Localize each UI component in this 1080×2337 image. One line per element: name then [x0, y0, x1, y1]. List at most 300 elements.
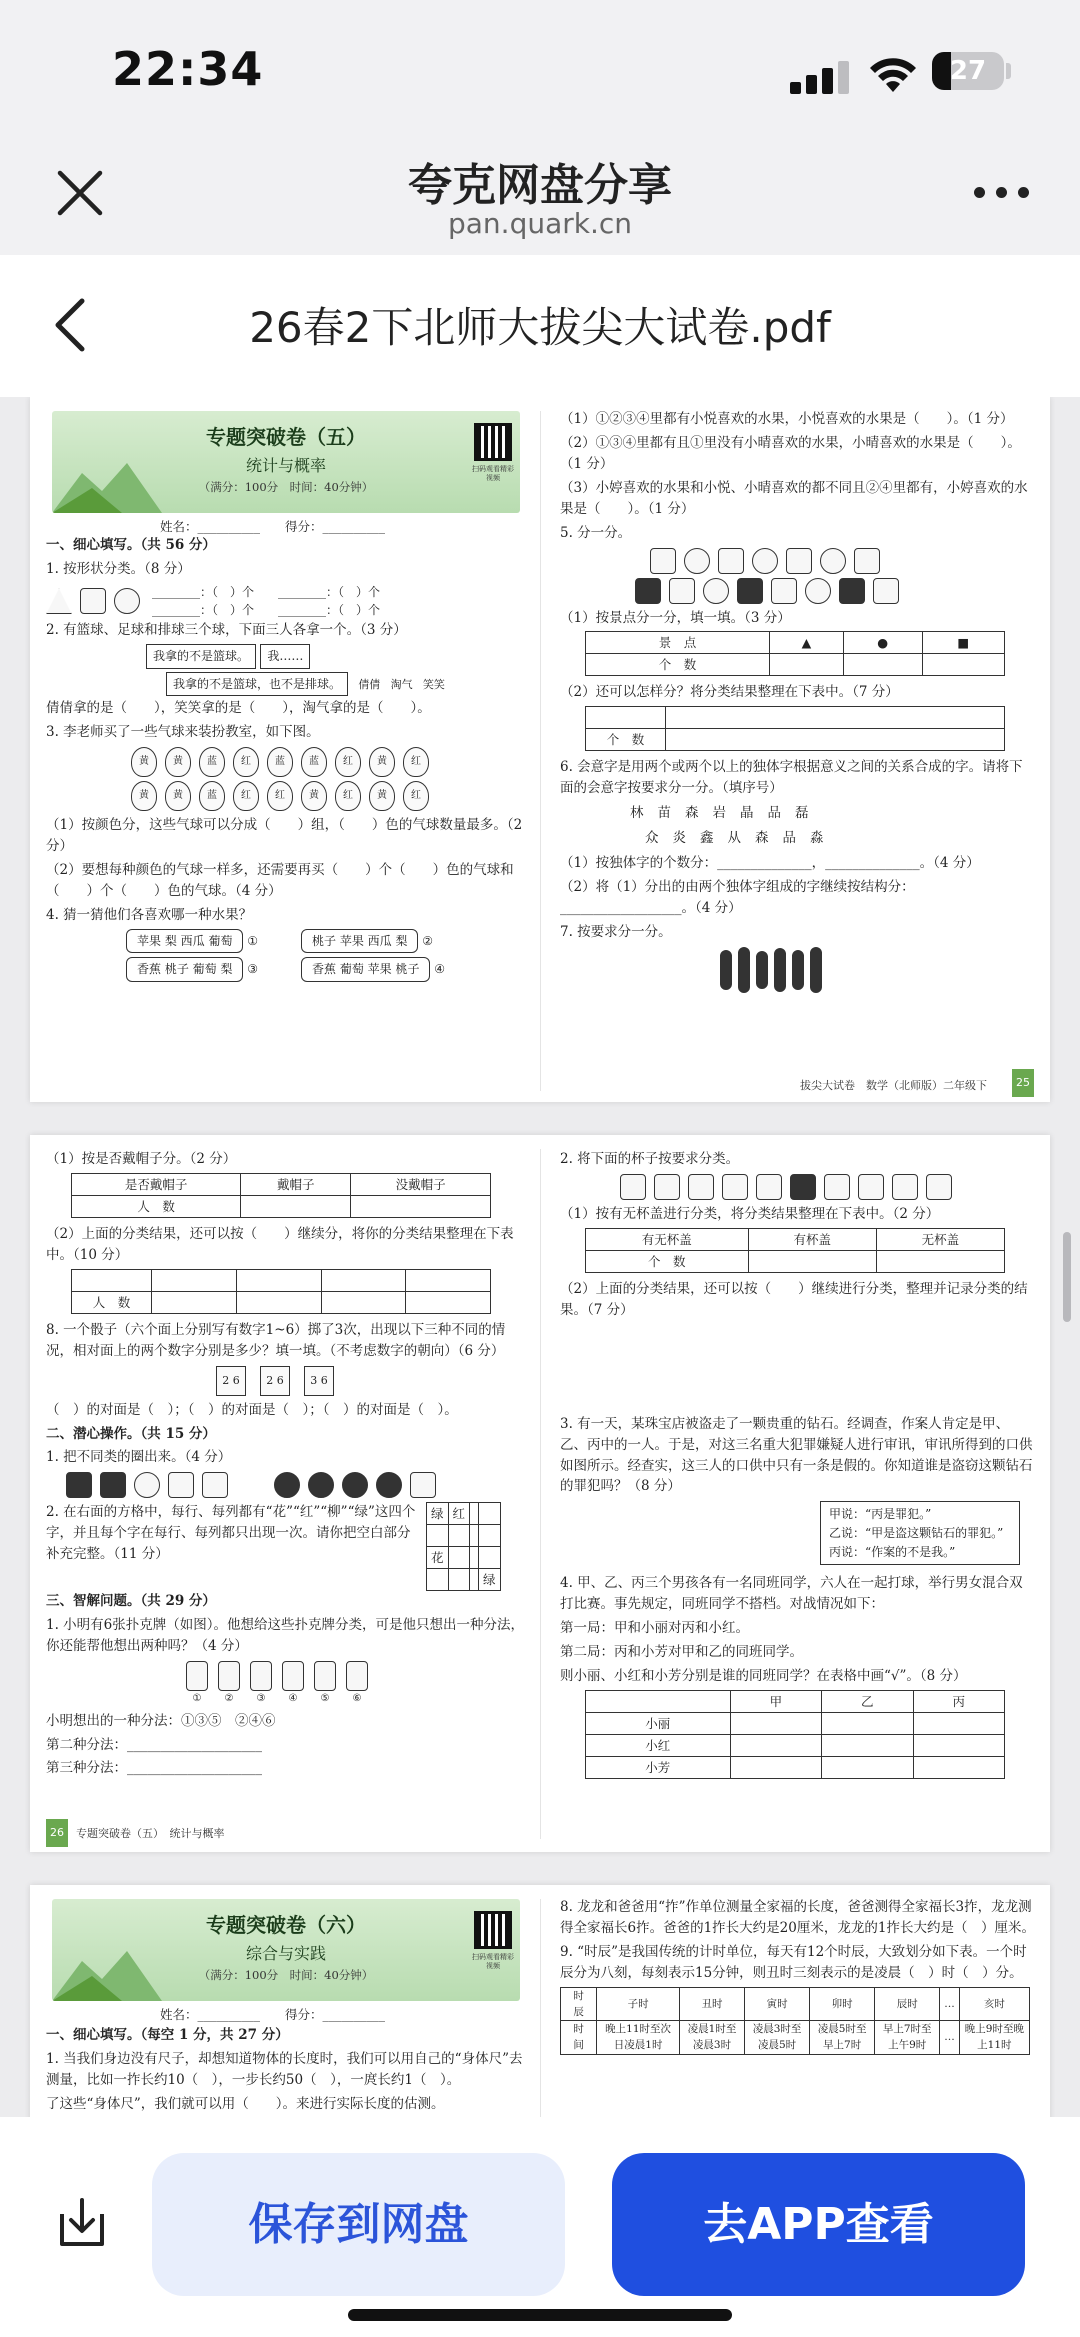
- grid-cell[interactable]: [448, 1547, 470, 1569]
- char-item: 淼: [810, 830, 824, 847]
- table-cell: 子时: [597, 1987, 680, 2021]
- char-item: 磊: [795, 805, 809, 822]
- char-item: 苗: [657, 805, 671, 822]
- table-cell: [913, 1734, 1005, 1756]
- grid-cell[interactable]: [479, 1547, 501, 1569]
- char-item: 森: [755, 830, 769, 847]
- question-6: 6. 会意字是用两个或两个以上的独体字根据意义之间的关系合成的字。请将下面的会意字按要求分一分。（填序号）: [560, 759, 1023, 797]
- question-4-2: （2）①③④里都有且①里没有小晴喜欢的水果，小晴喜欢的水果是（ ）。（1 分）: [560, 434, 1021, 472]
- table-cell: 乙: [822, 1690, 913, 1712]
- grid-cell[interactable]: [479, 1503, 501, 1525]
- question-6-1: （1）按独体字的个数分：______________，______________。（4 分）: [560, 855, 980, 872]
- question-4-1: （1）①②③④里都有小悦喜欢的水果，小悦喜欢的水果是（ ）。（1 分）: [560, 411, 1014, 427]
- balloon-row-bottom: [46, 781, 526, 811]
- table-row: [586, 1250, 1005, 1272]
- mountain-icon: [718, 548, 744, 574]
- testimony-box: [820, 1501, 1020, 1565]
- question-7-1: （1）按是否戴帽子分。（2 分）: [46, 1151, 237, 1167]
- table-cell: [913, 1756, 1005, 1778]
- exam-banner: [52, 411, 520, 513]
- table-cell: 晚上11时至次日凌晨1时: [597, 2021, 680, 2055]
- card: [218, 1661, 240, 1707]
- question-r2: 2. 将下面的杯子按要求分类。: [560, 1151, 740, 1167]
- column-divider: [540, 1899, 541, 2117]
- question-3-1: （1）按颜色分，这些气球可以分成（ ）组，（ ）色的气球数量最多。（2 分）: [46, 816, 523, 854]
- card-num: ②: [224, 1693, 234, 1705]
- balloon-icon: 蓝: [199, 747, 225, 777]
- fruit-box-num: ③: [247, 962, 259, 977]
- card-icon: [346, 1661, 368, 1691]
- table-row: [561, 1987, 1030, 2021]
- card: [186, 1661, 208, 1707]
- qr-caption: 扫码观看精彩视频: [472, 465, 514, 482]
- balloon-icon: 黄: [369, 747, 395, 777]
- balloon-icon: 红: [267, 781, 293, 811]
- table-cell: [730, 1734, 821, 1756]
- dice-icon: 2 6: [216, 1366, 246, 1396]
- pdf-page-26: [30, 1135, 1050, 1852]
- table-row: [427, 1525, 501, 1547]
- char-item: 众: [645, 830, 659, 847]
- cup-icon: [722, 1174, 748, 1200]
- home-indicator: [348, 2309, 732, 2321]
- person-icon: [774, 948, 786, 992]
- tray-icon: [410, 1472, 436, 1498]
- table-cell: 晚上9时至晚上11时: [959, 2021, 1029, 2055]
- fruit-box-label: 苹果 梨 西瓜 葡萄: [126, 929, 243, 954]
- banner-meta: （满分：100分 时间：40分钟）: [198, 1968, 374, 1982]
- lake-icon: [805, 578, 831, 604]
- balloon-icon: 黄: [131, 781, 157, 811]
- balloon-icon: 红: [403, 781, 429, 811]
- table-cell: [913, 1712, 1005, 1734]
- wifi-icon: [868, 54, 918, 94]
- pdf-viewer[interactable]: [0, 397, 1080, 2117]
- balloon-icon: 蓝: [267, 747, 293, 777]
- cellular-signal-icon: [790, 60, 860, 94]
- status-bar: [0, 0, 1080, 145]
- table-row: [586, 1690, 1005, 1712]
- char-item: 岩: [712, 805, 726, 822]
- table-cell: [236, 1269, 321, 1291]
- question-r4: 4. 甲、乙、丙三个男孩各有一名同班同学，六人在一起打球，举行男女混合双打比赛。事先规定，同班同学不搭档。对战情况如下：: [560, 1575, 1023, 1613]
- fruit-box: [126, 957, 281, 982]
- card-icon: [186, 1661, 208, 1691]
- fruit-box: [301, 957, 456, 982]
- mountain-icon: ▲: [770, 632, 844, 654]
- table-row: [586, 729, 1005, 751]
- status-time: 22:34: [112, 42, 264, 96]
- table-cell: [152, 1269, 237, 1291]
- question-s3-1: 1. 小明有6张扑克牌（如图）。他想给这些扑克牌分类，可是他只想出一种分法，你还能帮他想出两种吗？（4 分）: [46, 1617, 525, 1655]
- question-r2-1: （1）按有无杯盖进行分类，将分类结果整理在下表中。（2 分）: [560, 1205, 940, 1222]
- table-cell: 早上7时至上午9时: [875, 2021, 940, 2055]
- hat-table: [71, 1173, 491, 1218]
- q-s2-2-block: [46, 1502, 526, 1591]
- table-cell: [321, 1269, 406, 1291]
- table-cell: 没戴帽子: [351, 1173, 491, 1195]
- mountain-icon: [771, 578, 797, 604]
- fruit-box-label: 香蕉 桃子 葡萄 梨: [126, 957, 243, 982]
- table-row: [586, 1756, 1005, 1778]
- question-1: 1. 当我们身边没有尺子，却想知道物体的长度时，我们可以用自己的“身体尺”去测量，比如一拃长约10（ ），一步长约50（ ），一庹长约1（ ）。: [46, 2050, 523, 2088]
- table-cell: [72, 1269, 152, 1291]
- fruit-box: [301, 929, 456, 954]
- card-num: ⑤: [320, 1693, 330, 1705]
- table-cell: 小红: [586, 1734, 731, 1756]
- card-num: ⑥: [352, 1693, 362, 1705]
- q1-blanks: [152, 583, 380, 620]
- table-cell: [922, 654, 1004, 676]
- table-cell: [843, 654, 922, 676]
- page-number: 26: [46, 1819, 68, 1847]
- card: [314, 1661, 336, 1707]
- question-6-2: （2）将（1）分出的由两个独体字组成的字继续按结构分：__________________。（4 分）: [560, 878, 915, 916]
- person-icon: [720, 950, 732, 990]
- table-row: [427, 1547, 501, 1569]
- table-cell: [876, 1250, 1004, 1272]
- fruit-boxes: [46, 929, 456, 982]
- cup-icons: [560, 1174, 1035, 1200]
- table-row: [427, 1569, 501, 1591]
- char-item: 鑫: [700, 830, 714, 847]
- q1-blank-line: ________：（ ）个 ________：（ ）个: [152, 603, 381, 618]
- people-illustration: [560, 947, 1035, 993]
- table-cell: [351, 1195, 491, 1217]
- question-4-3: （3）小婷喜欢的水果和小悦、小晴喜欢的都不同且②④里都有，小婷喜欢的水果是（ ）。（1 分）: [560, 479, 1028, 517]
- banner-subtitle: 统计与概率: [245, 456, 326, 475]
- more-icon[interactable]: [974, 187, 1030, 201]
- table-cell: …: [940, 2021, 960, 2055]
- banner-title: 专题突破卷（五）: [206, 425, 366, 449]
- table-cell: 凌晨3时至凌晨5时: [745, 2021, 810, 2055]
- card: [346, 1661, 368, 1707]
- cup-icon: [688, 1174, 714, 1200]
- bottle-icon: [892, 1174, 918, 1200]
- table-cell: [241, 1195, 351, 1217]
- left-column: [46, 2025, 526, 2117]
- grid-cell[interactable]: [427, 1525, 449, 1547]
- question-1b: 了这些“身体尺”，我们就可以用（ ）。来进行实际长度的估测。: [46, 2095, 445, 2112]
- table-cell: [748, 1250, 876, 1272]
- table-cell: [822, 1756, 913, 1778]
- table-row: [72, 1291, 491, 1313]
- cup-icon: [620, 1174, 646, 1200]
- grid-cell[interactable]: [479, 1525, 501, 1547]
- balloon-icon: 红: [335, 781, 361, 811]
- speech-bubble: 我拿的不是篮球，也不是排球。: [166, 672, 348, 697]
- question-4: 4. 猜一猜他们各喜欢哪一种水果？: [46, 906, 253, 923]
- people-table: [71, 1269, 491, 1314]
- tower-icon: [635, 578, 661, 604]
- right-column: [560, 1149, 1035, 1779]
- char-row-bottom: [560, 828, 1035, 849]
- table-row: [427, 1503, 501, 1525]
- battery-nub: [1006, 63, 1011, 79]
- card-num: ①: [192, 1693, 202, 1705]
- table-row: [586, 632, 1005, 654]
- question-s3-1a: 小明想出的一种分法：①③⑤ ②④⑥: [46, 1712, 276, 1729]
- shichen-table: [560, 1987, 1030, 2055]
- hat-icon: [168, 1472, 194, 1498]
- word-grid[interactable]: [426, 1502, 501, 1591]
- pdf-page-25: [30, 397, 1050, 1102]
- grid-cell[interactable]: [470, 1503, 479, 1525]
- table-cell: 丙: [913, 1690, 1005, 1712]
- mountain-icon: [669, 578, 695, 604]
- tower-icon: [737, 578, 763, 604]
- scenery-table: [585, 631, 1005, 676]
- char-item: 林: [630, 805, 644, 822]
- table-row: [586, 1712, 1005, 1734]
- question-s2-2: 2. 在右面的方格中，每行、每列都有“花”“红”“柳”“绿”这四个字，并且每个字在每行、每列都只出现一次。请你把空白部分补充完整。（11 分）: [46, 1504, 416, 1563]
- table-cell: 小芳: [586, 1756, 731, 1778]
- table-cell: 景 点: [586, 632, 770, 654]
- table-cell: [822, 1734, 913, 1756]
- dice-icon: 2 6: [260, 1366, 290, 1396]
- table-row: [72, 1173, 491, 1195]
- dice-icon: 3 6: [304, 1366, 334, 1396]
- table-cell: 亥时: [959, 1987, 1029, 2021]
- table-row: [586, 1228, 1005, 1250]
- qr-code: [474, 1911, 512, 1949]
- section-heading: 一、细心填写。（共 56 分）: [46, 537, 216, 553]
- pdf-page-27: [30, 1885, 1050, 2117]
- classmate-table: [585, 1690, 1005, 1779]
- table-row: [586, 654, 1005, 676]
- question-3-2: （2）要想每种颜色的气球一样多，还需要再买（ ）个（ ）色的气球和（ ）个（ ）色的气球。（4 分）: [46, 861, 514, 899]
- table-cell: 个 数: [586, 729, 666, 751]
- cup-icon: [926, 1174, 952, 1200]
- orange-icon: [342, 1472, 368, 1498]
- char-item: 从: [727, 830, 741, 847]
- character-name: 倩倩: [358, 677, 381, 691]
- character-name: 笑笑: [422, 677, 445, 691]
- question-5-1: （1）按景点分一分，填一填。（3 分）: [560, 609, 791, 626]
- exam-banner: [52, 1899, 520, 2001]
- question-9: 9. “时辰”是我国传统的计时单位，每天有12个时辰，大致划分如下表。一个时辰分为八刻，每刻表示15分钟，则丑时三刻表示的是凌晨（ ）时（ ）分。: [560, 1943, 1027, 1981]
- question-8-answer: （ ）的对面是（ ）；（ ）的对面是（ ）；（ ）的对面是（ ）。: [46, 1401, 458, 1418]
- name-score-row: 姓名：__________ 得分：__________: [160, 519, 386, 534]
- classification-table: [585, 706, 1005, 751]
- bottom-action-bar: [0, 2117, 1080, 2337]
- char-item: 森: [685, 805, 699, 822]
- mountain-icon: [854, 548, 880, 574]
- question-5: 5. 分一分。: [560, 524, 632, 541]
- shoe-icon: [202, 1472, 228, 1498]
- table-row: [72, 1269, 491, 1291]
- q2-answer: 倩倩拿的是（ ），笑笑拿的是（ ），淘气拿的是（ ）。: [46, 700, 431, 717]
- question-5-2: （2）还可以怎样分？将分类结果整理在下表中。（7 分）: [560, 684, 899, 701]
- qr-caption: 扫码观看精彩视频: [472, 1953, 514, 1970]
- table-row: [72, 1195, 491, 1217]
- lake-icon: [684, 548, 710, 574]
- table-cell: [586, 707, 666, 729]
- grid-cell[interactable]: [427, 1569, 449, 1591]
- odd-one-out-icons: [46, 1472, 526, 1498]
- column-divider: [540, 1149, 541, 1839]
- question-r2-2: （2）上面的分类结果，还可以按（ ）继续进行分类，整理并记录分类的结果。（7 分）: [560, 1280, 1028, 1318]
- grid-cell[interactable]: [470, 1569, 479, 1591]
- balloon-icon: 红: [403, 747, 429, 777]
- table-cell: [770, 654, 844, 676]
- card-icon: [314, 1661, 336, 1691]
- question-2: 2. 有篮球、足球和排球三个球，下面三人各拿一个。（3 分）: [46, 622, 407, 639]
- table-cell: 人 数: [72, 1195, 241, 1217]
- balloon-icon: 蓝: [301, 747, 327, 777]
- share-header: [0, 145, 1080, 255]
- balloon-icon: 黄: [131, 747, 157, 777]
- table-cell: 凌晨1时至凌晨3时: [679, 2021, 744, 2055]
- table-cell: 凌晨5时至早上7时: [810, 2021, 875, 2055]
- grid-cell[interactable]: 绿: [427, 1503, 449, 1525]
- testimony-line: 乙说：“甲是盗这颗钻石的罪犯。”: [829, 1525, 1004, 1540]
- table-cell: [586, 1690, 731, 1712]
- question-7: 7. 按要求分一分。: [560, 923, 672, 940]
- scrollbar-thumb[interactable]: [1063, 1232, 1071, 1322]
- section-heading: 三、智解问题。（共 29 分）: [46, 1593, 216, 1610]
- question-r4-a: 第一局：甲和小丽对丙和小红。: [560, 1620, 749, 1636]
- grid-cell[interactable]: 绿: [479, 1569, 501, 1591]
- testimony-line: 丙说：“作案的不是我。”: [829, 1544, 956, 1559]
- balloon-icon: 黄: [369, 781, 395, 811]
- section-heading: 二、潜心操作。（共 15 分）: [46, 1425, 216, 1442]
- question-8: 8. 龙龙和爸爸用“拃”作单位测量全家福的长度，爸爸测得全家福长3拃，龙龙测得全家福长6拃。爸爸的1拃长大约是20厘米，龙龙的1拃长大约是（ ）厘米。: [560, 1899, 1035, 1936]
- card: [282, 1661, 304, 1707]
- right-column: [560, 409, 1035, 997]
- table-cell: [822, 1712, 913, 1734]
- char-row-top: [560, 803, 1035, 824]
- circle-shape-icon: [114, 588, 140, 614]
- right-column: [560, 1897, 1035, 2055]
- fruit-box-num: ①: [247, 933, 259, 948]
- strawberry-icon: [376, 1472, 402, 1498]
- question-3: 3. 李老师买了一些气球来装扮教室，如下图。: [46, 724, 320, 741]
- balloon-icon: 红: [335, 747, 361, 777]
- table-cell: 甲: [730, 1690, 821, 1712]
- table-row: [586, 707, 1005, 729]
- card-icon: [282, 1661, 304, 1691]
- tower-icon: ■: [922, 632, 1004, 654]
- character-name: 淘气: [390, 677, 413, 691]
- balloon-icon: 蓝: [199, 781, 225, 811]
- playing-cards: [46, 1661, 526, 1707]
- fruit-box-num: ④: [434, 962, 446, 977]
- question-s2-1: 1. 把不同类的圈出来。（4 分）: [46, 1449, 232, 1466]
- open-in-app-button[interactable]: 去APP查看: [612, 2153, 1025, 2296]
- question-s3-1b: 第二种分法：____________________: [46, 1736, 262, 1753]
- scenery-icons-bottom: [560, 578, 1035, 604]
- table-cell: 丑时: [679, 1987, 744, 2021]
- table-cell: [730, 1756, 821, 1778]
- speech-bubble: 我拿的不是篮球。: [146, 644, 256, 669]
- table-cell: 寅时: [745, 1987, 810, 2021]
- balloon-icon: 黄: [165, 781, 191, 811]
- balloon-icon: 黄: [301, 781, 327, 811]
- table-cell: 戴帽子: [241, 1173, 351, 1195]
- glove-icon: [100, 1472, 126, 1498]
- scenery-icons-top: [560, 548, 1035, 574]
- triangle-shape-icon: [46, 588, 72, 614]
- fruit-box: [126, 929, 281, 954]
- lake-icon: [752, 548, 778, 574]
- table-cell: 个 数: [586, 1250, 749, 1272]
- cup-icon: [654, 1174, 680, 1200]
- cup-icon: [824, 1174, 850, 1200]
- card: [250, 1661, 272, 1707]
- table-cell: 有杯盖: [748, 1228, 876, 1250]
- card-icon: [250, 1661, 272, 1691]
- square-shape-icon: [80, 588, 106, 614]
- save-to-drive-button[interactable]: 保存到网盘: [152, 2153, 565, 2296]
- table-cell: 个 数: [586, 654, 770, 676]
- file-name: 26春2下北师大拔尖大试卷.pdf: [249, 303, 831, 352]
- table-row: [561, 2021, 1030, 2055]
- chevron-left-icon[interactable]: [48, 295, 96, 355]
- char-item: 炎: [672, 830, 686, 847]
- char-item: 品: [767, 805, 781, 822]
- grid-cell[interactable]: 花: [427, 1547, 449, 1569]
- table-cell: [152, 1291, 237, 1313]
- grid-cell[interactable]: [470, 1525, 479, 1547]
- table-cell: [666, 707, 1005, 729]
- grid-cell[interactable]: [470, 1547, 479, 1569]
- grid-cell[interactable]: [448, 1569, 470, 1591]
- grid-cell[interactable]: [448, 1525, 470, 1547]
- q1-blank-line: ________：（ ）个 ________：（ ）个: [152, 584, 381, 599]
- person-icon: [738, 947, 750, 993]
- balloon-icon: 红: [233, 747, 259, 777]
- qr-code: [474, 423, 512, 461]
- question-8: 8. 一个骰子（六个面上分别写有数字1~6）掷了3次，出现以下三种不同的情况，相对面上的两个数字分别是多少？填一填。（不考虑数字的朝向）（6 分）: [46, 1321, 506, 1359]
- testimony-line: 甲说：“丙是罪犯。”: [829, 1507, 932, 1522]
- battery-icon: [932, 52, 1004, 90]
- table-cell: [236, 1291, 321, 1313]
- char-item: 品: [782, 830, 796, 847]
- balloon-icon: 黄: [165, 747, 191, 777]
- glove-icon: [66, 1472, 92, 1498]
- download-icon[interactable]: [52, 2192, 112, 2252]
- card-num: ③: [256, 1693, 266, 1705]
- speech-bubble: 我……: [260, 644, 310, 669]
- share-domain: pan.quark.cn: [447, 207, 633, 240]
- grid-cell[interactable]: 红: [448, 1503, 470, 1525]
- name-score-row: 姓名：__________ 得分：__________: [160, 2007, 386, 2022]
- column-divider: [540, 411, 541, 1091]
- lake-icon: ●: [843, 632, 922, 654]
- cup-icon: [756, 1174, 782, 1200]
- table-cell: 时 间: [561, 2021, 597, 2055]
- banner-subtitle: 综合与实践: [245, 1944, 326, 1963]
- bottle-icon: [790, 1174, 816, 1200]
- table-cell: 卯时: [810, 1987, 875, 2021]
- shape-row: [46, 583, 526, 620]
- left-column: [46, 1149, 526, 1782]
- banner-meta: （满分：100分 时间：40分钟）: [198, 480, 374, 494]
- table-cell: [406, 1291, 491, 1313]
- file-title-bar: [0, 255, 1080, 397]
- mountain-icon: [650, 548, 676, 574]
- fruit-box-label: 桃子 苹果 西瓜 梨: [301, 929, 418, 954]
- apple-icon: [308, 1472, 334, 1498]
- shape-icons: [46, 588, 140, 614]
- battery-level: 27: [949, 56, 987, 86]
- page-footer: 拔尖大试卷 数学（北师版）二年级下: [800, 1079, 987, 1092]
- pear-icon: [134, 1472, 160, 1498]
- lake-icon: [703, 578, 729, 604]
- share-title: 夸克网盘分享: [408, 160, 672, 211]
- person-icon: [756, 951, 768, 989]
